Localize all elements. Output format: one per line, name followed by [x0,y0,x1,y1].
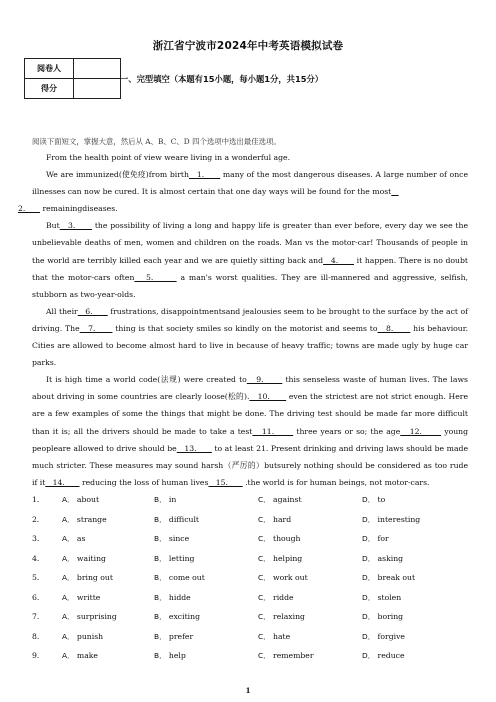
option-a: A． make [62,651,98,660]
passage-text: remainingdiseases. [40,204,118,214]
instruction-text: 阅读下面短文，掌握大意，然后从 A、B、C、D 四个选项中选出最佳选项。 [32,137,281,146]
blank-2: 2. [18,204,40,214]
passage-text: the possibility of living a long and happy life is greater than ever before, every day we see the unbelievable deaths of men, women and children on the roads. Man vs the motor-car! Thousands of people in the world are terribly killed each year and we are quietly sitting back and [32,221,469,265]
blank-8: 8. [377,323,411,333]
passage-paragraph [32,371,468,491]
passage-text: a man's worst qualities. They are ill-mannered and aggressive, selfish, stubborn as two-year-olds. [32,272,468,299]
question-row [32,631,468,651]
question-number: 4． [32,553,45,563]
option-b: B． since [154,534,190,543]
question-number: 6． [32,592,45,602]
option-c: C． hard [258,514,292,524]
question-number: 7． [32,612,45,621]
option-b: B． hidde [154,592,191,602]
passage-paragraph [32,303,468,371]
passage-paragraph [32,217,468,302]
question-number: 3． [32,534,45,543]
option-a: A． bring out [62,573,113,582]
blank-9: 9. [246,375,283,385]
option-a: A． as [62,534,86,543]
option-c: C． against [258,495,302,504]
question-row [32,533,468,553]
blank-6: 6. [77,306,108,316]
passage-text: From the health point of view weare living in a wonderful age. [46,153,291,162]
passage-text: We are immunized(使免疫)from birth [46,170,189,180]
option-d: D． reduce [362,651,405,660]
passage-text: frustrations, disappointmentsand jealousies seem to be brought to the surface by the act of driving. The [32,306,469,333]
blank-14: 14. [45,477,80,487]
blank-11: 11. [252,426,294,436]
passage-text: this senseless waste of human lives. The laws about driving in some countries are clearly loose(松的). [32,375,468,402]
score-table-grader-label: 阅卷人 [25,59,74,79]
option-d: D． asking [362,553,404,563]
blank-13: 13. [176,443,212,453]
option-b: B． exciting [154,612,200,621]
question-number: 1． [32,495,45,504]
passage-text: But [46,221,60,231]
score-table-score-label: 得分 [25,79,74,99]
blank-5: 5. [134,272,177,282]
option-b: B． help [154,651,186,660]
option-d: D． to [362,495,386,504]
question-row [32,572,468,592]
blank-4: 4. [323,255,355,265]
question-row [32,650,468,670]
option-b: B． in [154,495,177,504]
option-b: B． difficult [154,514,200,524]
blank-1: 1. [188,170,221,180]
option-c: C． relaxing [258,612,305,621]
page-title: 浙江省宁波市2024年中考英语模拟试卷 [152,40,344,52]
question-number: 2． [32,514,45,524]
option-c: C． work out [258,573,308,582]
passage-text: his behaviour. Cities are allowed to become almost hard to live in because of heavy traffic; towns are made ugly by huge car parks. [32,323,469,368]
option-b: B． prefer [154,631,194,641]
option-a: A． about [62,495,100,504]
blank-10: 10. [249,392,287,402]
passage-text: many of the most dangerous diseases. A large number of once illnesses can now be cured. It is almost certain that one day ways will be found for the most [32,170,468,197]
option-a: A． punish [62,631,104,641]
passage-paragraph [32,149,468,166]
answer-options [32,494,468,670]
option-b: B． letting [154,553,195,563]
option-c: C． ridde [258,592,294,602]
blank-15: 15. [208,477,243,487]
option-d: D． break out [362,573,416,582]
question-number: 5． [32,573,45,582]
option-a: A． waiting [62,553,106,563]
question-number: 8． [32,631,45,641]
section-heading: 一、完型填空（本题有15小题，每小题1分，共15分） [120,74,324,84]
blank-3: 3. [59,221,93,231]
question-row [32,592,468,612]
option-a: A． writte [62,592,101,602]
passage-text: three years or so; the age [293,426,401,436]
option-c: C． hate [258,631,291,641]
option-c: C． though [258,534,301,543]
question-row [32,553,468,573]
option-a: A． surprising [62,612,117,621]
question-row [32,611,468,631]
passage-text: young peopleare allowed to drive should be [32,426,469,453]
blank-7: 7. [79,323,113,333]
option-d: D． boring [362,612,404,621]
option-d: D． stolen [362,592,402,602]
option-d: D． forgive [362,631,405,641]
question-row [32,494,468,514]
passage-text: thing is that society smiles so kindly on the motorist and seems to [112,323,378,333]
passage-text: it happen. There is no doubt that the motor-cars often [32,255,468,282]
option-b: B． come out [154,573,205,582]
option-d: D． for [362,534,389,543]
passage-text: All their [46,306,78,316]
question-number: 9． [32,651,45,660]
score-table-score-cell [74,79,121,99]
question-row [32,514,468,534]
passage-text: to at least 21. Present drinking and driving laws should be made much stricter. These measures may sound harsh（严厉的）butsurely nothing should be considered as too rude if it [32,443,468,487]
passage-text: reducing the loss of human lives [79,477,209,487]
option-d: D． interesting [362,514,421,524]
passage-text: It is high time a world code(法规) were created to [46,375,247,385]
passage-text: .the world is for human beings, not motor-cars. [242,477,430,487]
option-a: A． strange [62,514,107,524]
score-table-grader-cell [74,59,121,79]
passage-paragraph [18,166,468,217]
blank-2-gap [391,187,398,196]
page-number: 1 [245,686,251,695]
score-table [24,58,121,99]
reading-passage [18,149,469,491]
option-c: C． remember [258,651,314,660]
blank-12: 12. [400,426,442,436]
option-c: C． helping [258,553,303,563]
passage-text: even the strictest are not strict enough. Here are a few examples of some the things that might be done. The driving test should be made far more difficult than it is; all the drivers should be made to take a test [32,392,468,436]
